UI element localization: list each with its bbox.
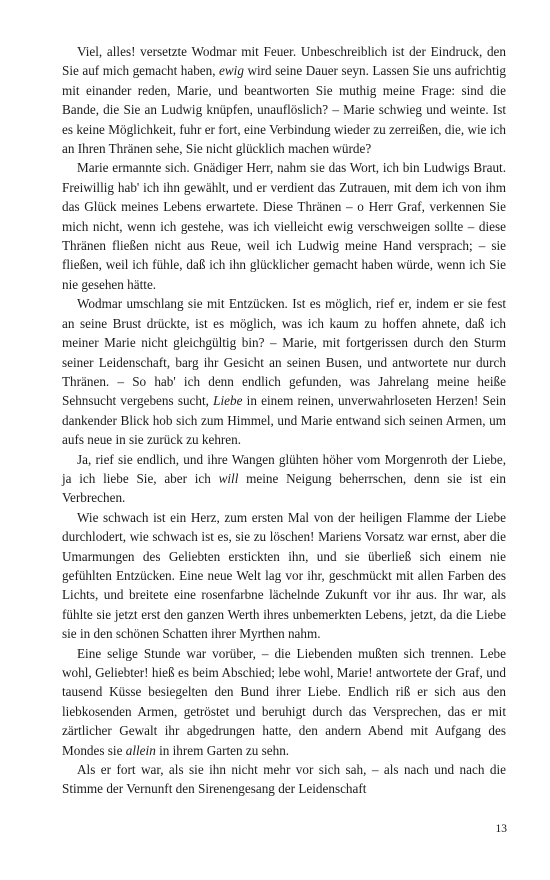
text-run: Eine selige Stunde war vorüber, – die Liebenden mußten sich trennen. Lebe wohl, Geliebter! hieß es beim Abschied; lebe wohl, Marie! antwortete der Graf, und tausend Küsse besiegelten den Bund ihrer Liebe. Endlich riß er sich aus den liebkosenden Armen, getröstet und beruhigt durch das Versprechen, das er mit zärtlicher Gewalt ihr abgedrungen hatte, den andern Abend mit Aufgang des Mondes sie bbox=[62, 645, 506, 758]
paragraph bbox=[62, 508, 506, 644]
emphasis-text: will bbox=[218, 470, 239, 486]
paragraph bbox=[62, 42, 506, 158]
text-run: in ihrem Garten zu sehn. bbox=[155, 742, 290, 758]
emphasis-text: Liebe bbox=[213, 393, 243, 409]
text-run: meine Neigung beherrschen, denn sie ist ein Verbrechen. bbox=[62, 470, 506, 506]
text-run: Wie schwach ist ein Herz, zum ersten Mal von der heiligen Flamme der Liebe durchlodert, wie schwach ist es, sie zu löschen! Mariens Vorsatz war ernst, aber die Umarmungen des Geliebten erstickten ihn, und sie überließ sich einem nie gefühlten Entzücken. Eine neue Welt lag vor ihr, geschmückt mit allen Farben des Lichts, und breitete eine rosenfarbne lächelnde Zukunft vor ihr aus. Ihr war, als fühlte sie jetzt erst den ganzen Werth ihres unbemerkten Lebens, jetzt, da die Liebe sie in den schönen Schatten ihrer Myrthen nahm. bbox=[62, 509, 506, 642]
text-run: in einem reinen, unverwahrloseten Herzen! Sein dankender Blick hob sich zum Himmel, und Marie entwand sich seinen Armen, um aufs neue in sie zurück zu kehren. bbox=[62, 393, 506, 448]
paragraph bbox=[62, 158, 506, 294]
page-number: 13 bbox=[495, 823, 507, 835]
paragraph bbox=[62, 644, 506, 760]
text-run: Viel, alles! versetzte Wodmar mit Feuer. Unbeschreiblich ist der Eindruck, den Sie auf mich gemacht haben, bbox=[62, 44, 506, 79]
paragraph bbox=[62, 450, 506, 508]
emphasis-text: allein bbox=[125, 742, 156, 758]
text-run: Ja, rief sie endlich, und ihre Wangen glühten höher vom Morgenroth der Liebe, ja ich liebe Sie, aber ich bbox=[62, 451, 506, 486]
emphasis-text: ewig bbox=[219, 63, 244, 79]
text-run: wird seine Dauer seyn. Lassen Sie uns aufrichtig mit einander reden, Marie, und beantworten Sie muthig meine Frage: sind die Bande, die Sie an Ludwig knüpfen, unauflöslich? – Marie schwieg und weinte. Ist es keine Möglichkeit, fuhr er fort, eine Verbindung wieder zu zerreißen, die, wie ich an Ihren Thränen sehe, Sie nicht glücklich machen würde? bbox=[62, 63, 506, 157]
text-run: Wodmar umschlang sie mit Entzücken. Ist es möglich, rief er, indem er sie fest an seine Brust drückte, ist es möglich, was ich kaum zu hoffen ahnete, daß ich meiner Marie nicht gleichgültig bin? – Marie, mit fortgerissen durch den Sturm seiner Leidenschaft, barg ihr Gesicht an seinen Busen, und antwortete nur durch Thränen. – So hab' ich denn endlich gefunden, was Jahrelang meine heiße Sehnsucht vergebens sucht, bbox=[62, 296, 506, 409]
paragraph bbox=[62, 760, 506, 799]
text-run: Marie ermannte sich. Gnädiger Herr, nahm sie das Wort, ich bin Ludwigs Braut. Freiwillig hab' ich ihn gewählt, und er verdient das Zutrauen, mit dem ich von ihm das Glück meines Lebens erwartete. Diese Thränen – o Herr Graf, verkennen Sie mich nicht, wenn ich gestehe, was ich vielleicht ewig verschweigen sollte – diese Thränen fließen nicht aus Reue, weil ich Ludwig meine Hand versprach; – sie fließen, weil ich fühle, daß ich ihn glücklicher gemacht haben würde, wenn ich Sie nie gesehen hätte. bbox=[62, 160, 506, 292]
body-text bbox=[62, 42, 506, 799]
text-run: Als er fort war, als sie ihn nicht mehr vor sich sah, – als nach und nach die Stimme der Vernunft den Sirenengesang der Leidenschaft bbox=[62, 762, 506, 797]
paragraph bbox=[62, 294, 506, 449]
